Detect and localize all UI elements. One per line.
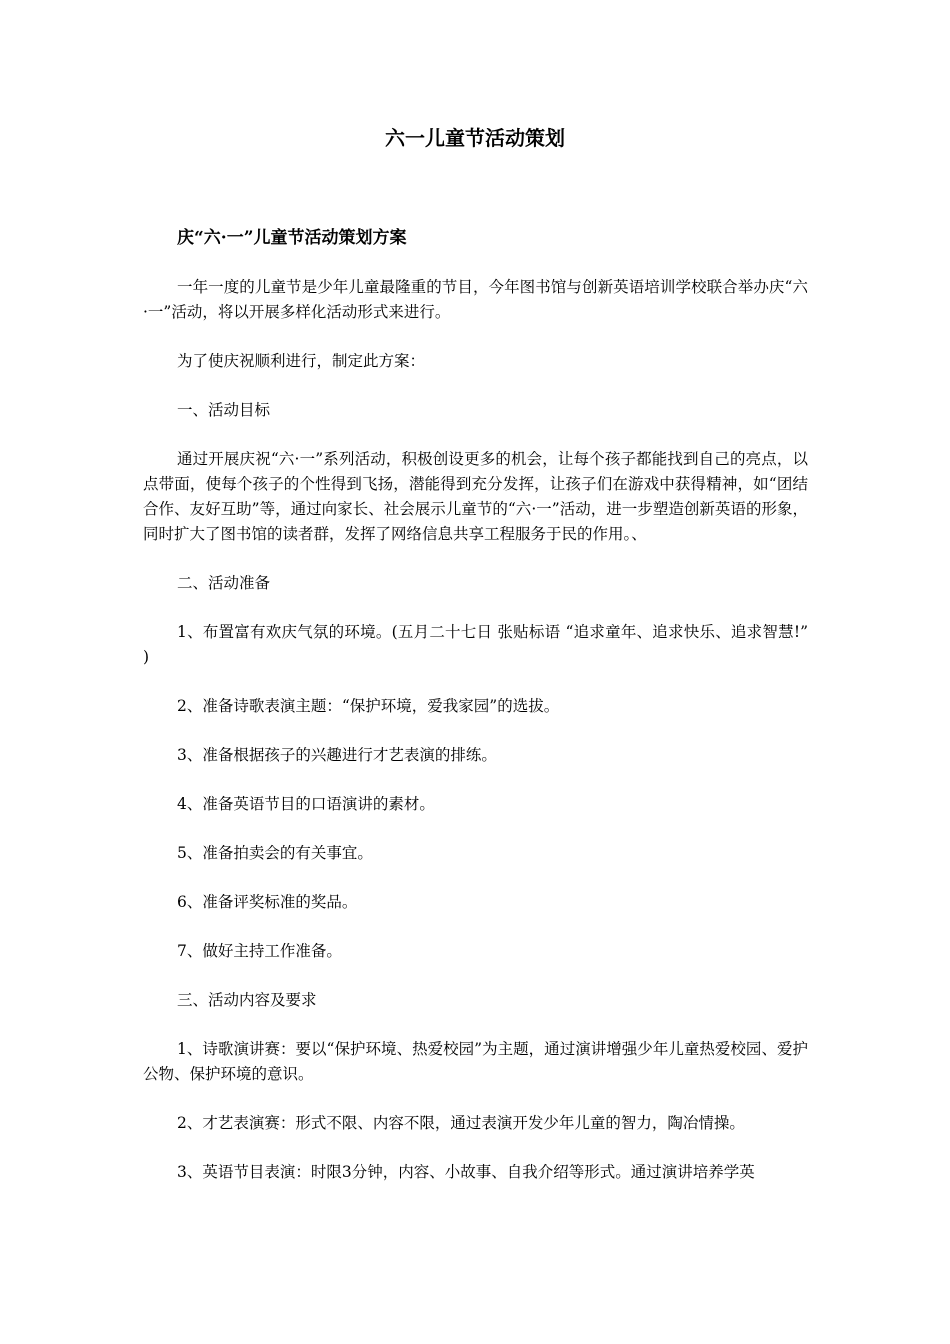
section-heading-goals: 一、活动目标 — [177, 401, 271, 419]
document-title: 六一儿童节活动策划 — [385, 126, 565, 150]
list-item-prep-4: 4、准备英语节目的口语演讲的素材。 — [177, 795, 435, 813]
paragraph-plan-lead: 为了使庆祝顺利进行，制定此方案： — [177, 352, 426, 370]
list-item-prep-7: 7、做好主持工作准备。 — [177, 942, 342, 960]
list-item-prep-1: 1、布置富有欢庆气氛的环境。(五月二十七日 张贴标语 “追求童年、追求快乐、追求智慧!” ) — [143, 623, 808, 666]
list-item-prep-3: 3、准备根据孩子的兴趣进行才艺表演的排练。 — [177, 746, 497, 764]
document-body — [143, 224, 808, 1209]
list-item-prep-2: 2、准备诗歌表演主题：“保护环境，爱我家园”的选拔。 — [177, 697, 560, 715]
list-item-prep-5: 5、准备拍卖会的有关事宜。 — [177, 844, 373, 862]
paragraph-goals: 通过开展庆祝“六·一”系列活动，积极创设更多的机会，让每个孩子都能找到自己的亮点，以点带面，使每个孩子的个性得到飞扬，潜能得到充分发挥，让孩子们在游戏中获得精神，如“团结合作、友好互助”等，通过向家长、社会展示儿童节的“六·一”活动，进一步塑造创新英语的形象，同时扩大了图书馆的读者群，发挥了网络信息共享工程服务于民的作用。、 — [143, 450, 808, 543]
paragraph-intro: 一年一度的儿童节是少年儿童最隆重的节目，今年图书馆与创新英语培训学校联合举办庆“六·一”活动，将以开展多样化活动形式来进行。 — [143, 278, 808, 321]
section-heading-preparation: 二、活动准备 — [177, 574, 271, 592]
plan-subtitle: 庆“六·一”儿童节活动策划方案 — [177, 228, 407, 248]
list-item-content-2: 2、才艺表演赛：形式不限、内容不限，通过表演开发少年儿童的智力，陶冶情操。 — [177, 1114, 745, 1132]
list-item-content-1: 1、诗歌演讲赛：要以“保护环境、热爱校园”为主题，通过演讲增强少年儿童热爱校园、爱护公物、保护环境的意识。 — [143, 1040, 808, 1083]
list-item-prep-6: 6、准备评奖标准的奖品。 — [177, 893, 358, 911]
section-heading-content: 三、活动内容及要求 — [177, 991, 317, 1009]
list-item-content-3: 3、英语节目表演：时限3分钟，内容、小故事、自我介绍等形式。通过演讲培养学英 — [177, 1163, 755, 1181]
